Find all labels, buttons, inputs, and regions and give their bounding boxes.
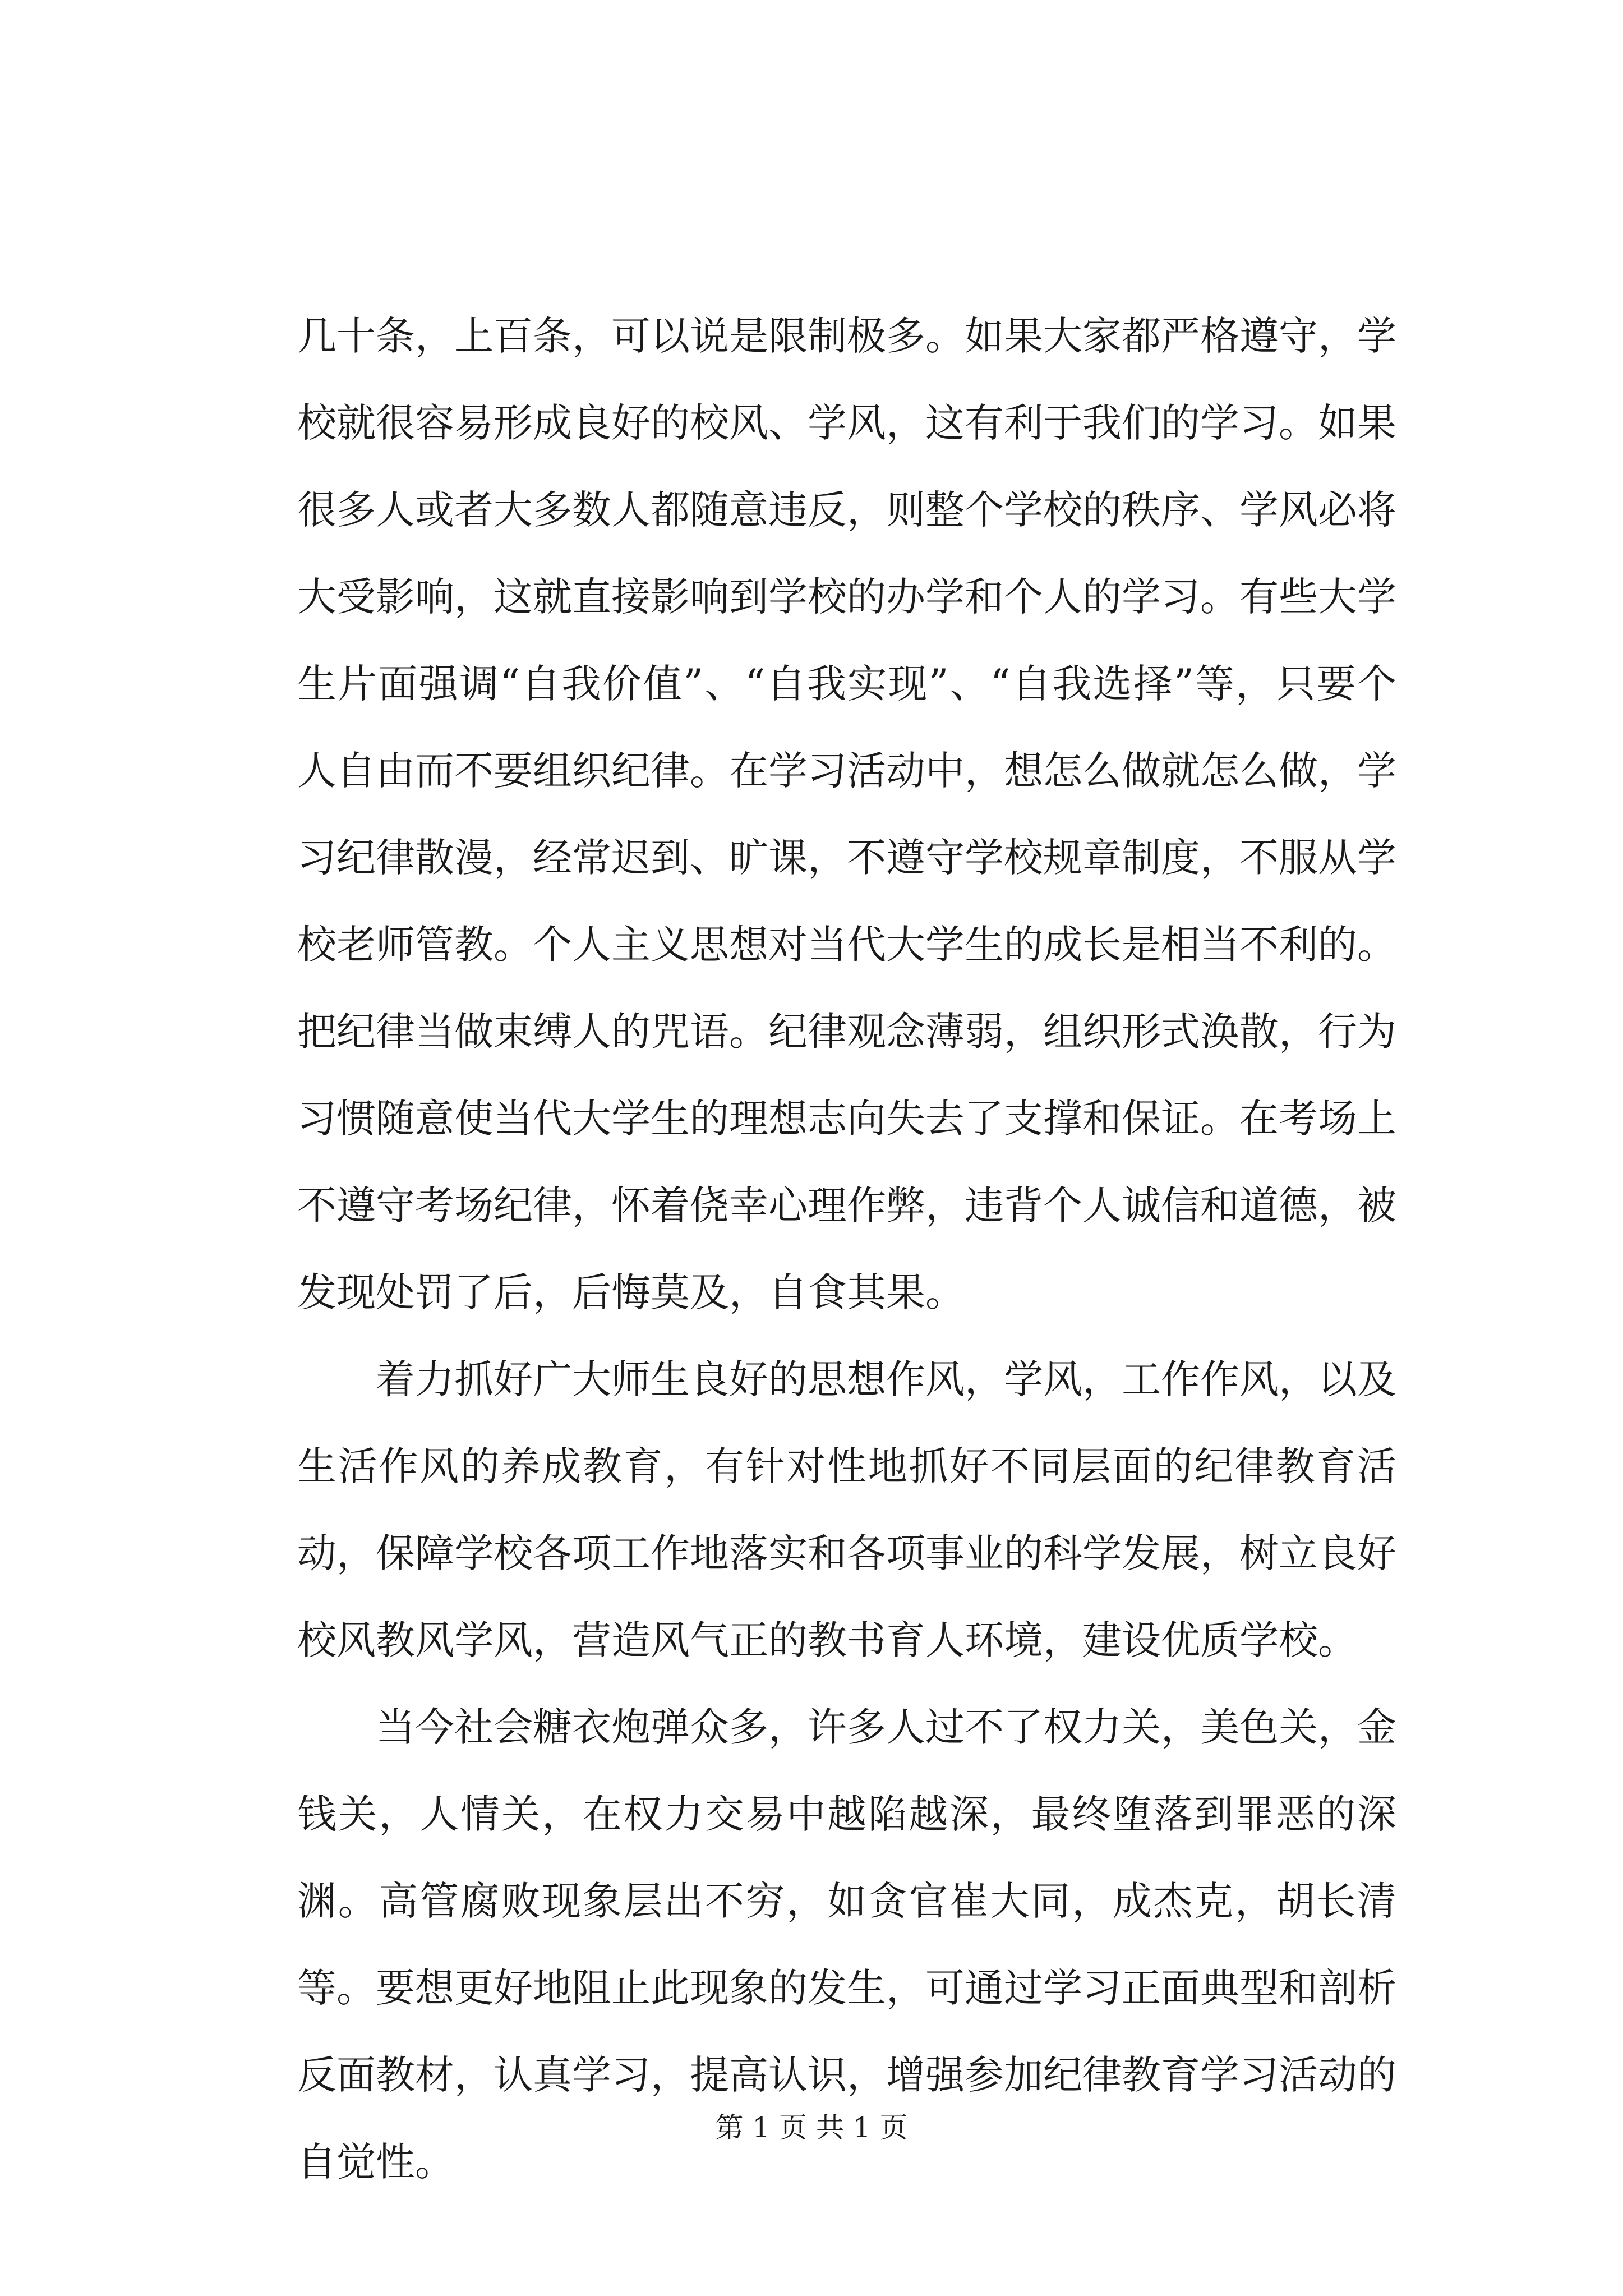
paragraph-2: 着力抓好广大师生良好的思想作风，学风，工作作风，以及生活作风的养成教育，有针对性地抓好不同层面的纪律教育活动，保障学校各项工作地落实和各项事业的科学发展，树立良好校风教风学风，营造风气正的教书育人环境，建设优质学校。 bbox=[297, 1356, 1396, 1663]
paragraph-3: 当今社会糖衣炮弹众多，许多人过不了权力关，美色关，金钱关，人情关，在权力交易中越陷越深，最终堕落到罪恶的深渊。高管腐败现象层出不穷，如贪官崔大同，成杰克，胡长清等。要想更好地阻止此现象的发生，可通过学习正面典型和剖析反面教材，认真学习，提高认识，增强参加纪律教育学习活动的自觉性。 bbox=[297, 1704, 1396, 2185]
document-body bbox=[297, 293, 1396, 2206]
page-number-footer: 第 1 页 共 1 页 bbox=[715, 2111, 908, 2144]
paragraph-1: 几十条，上百条，可以说是限制极多。如果大家都严格遵守，学校就很容易形成良好的校风、学风，这有利于我们的学习。如果很多人或者大多数人都随意违反，则整个学校的秩序、学风必将大受影响，这就直接影响到学校的办学和个人的学习。有些大学生片面强调“自我价值”、“自我实现”、“自我选择”等，只要个人自由而不要组织纪律。在学习活动中，想怎么做就怎么做，学习纪律散漫，经常迟到、旷课，不遵守学校规章制度，不服从学校老师管教。个人主义思想对当代大学生的成长是相当不利的。把纪律当做束缚人的咒语。纪律观念薄弱，组织形式涣散，行为习惯随意使当代大学生的理想志向失去了支撑和保证。在考场上不遵守考场纪律，怀着侥幸心理作弊，违背个人诚信和道德，被发现处罚了后，后悔莫及，自食其果。 bbox=[297, 313, 1396, 1315]
